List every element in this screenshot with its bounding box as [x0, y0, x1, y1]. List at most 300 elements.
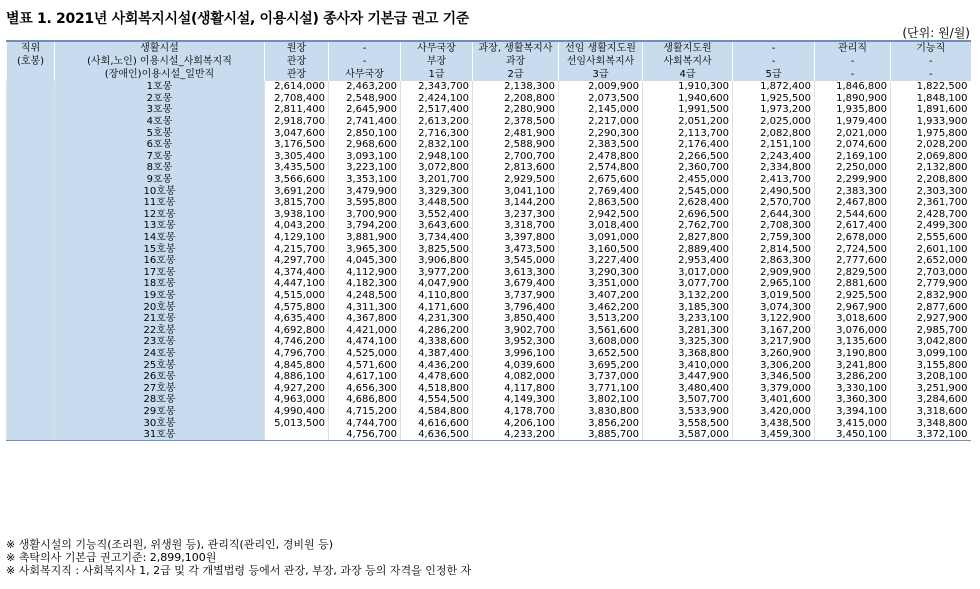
step-label: 15호봉 — [55, 243, 265, 255]
table-row — [7, 162, 971, 174]
salary-cell: 4,149,300 — [473, 394, 559, 406]
salary-cell: 4,518,800 — [401, 382, 473, 394]
salary-cell: 2,051,200 — [643, 116, 733, 128]
salary-cell: 3,325,300 — [643, 336, 733, 348]
row-label-cell — [7, 116, 55, 128]
salary-cell: 4,129,100 — [265, 232, 329, 244]
step-label: 5호봉 — [55, 127, 265, 139]
salary-cell: 2,614,000 — [265, 81, 329, 93]
salary-cell: 3,208,100 — [891, 371, 971, 383]
salary-cell: 2,463,200 — [329, 81, 401, 93]
step-label: 7호봉 — [55, 151, 265, 163]
salary-cell: 3,771,100 — [559, 382, 643, 394]
salary-cell: 2,069,800 — [891, 151, 971, 163]
row-label-header: 직위 — [7, 41, 55, 55]
salary-cell: 3,473,500 — [473, 243, 559, 255]
salary-cell: 3,507,700 — [643, 394, 733, 406]
salary-cell: 2,779,900 — [891, 278, 971, 290]
salary-cell: 2,243,400 — [733, 151, 815, 163]
salary-cell: 2,455,000 — [643, 174, 733, 186]
salary-cell: 4,206,100 — [473, 417, 559, 429]
column-header: - — [733, 55, 815, 68]
salary-cell: 2,953,400 — [643, 255, 733, 267]
salary-cell: 3,190,800 — [815, 348, 891, 360]
salary-cell: 3,018,600 — [815, 313, 891, 325]
salary-cell: 4,045,300 — [329, 255, 401, 267]
salary-cell: 3,691,200 — [265, 185, 329, 197]
table-row — [7, 359, 971, 371]
row-label-cell — [7, 394, 55, 406]
salary-cell: 3,227,400 — [559, 255, 643, 267]
salary-cell: 3,160,500 — [559, 243, 643, 255]
salary-cell: 2,863,500 — [559, 197, 643, 209]
salary-cell: 3,850,400 — [473, 313, 559, 325]
salary-cell: 3,318,600 — [891, 406, 971, 418]
step-label: 12호봉 — [55, 209, 265, 221]
salary-cell: 1,822,500 — [891, 81, 971, 93]
salary-cell: 1,848,100 — [891, 93, 971, 105]
salary-cell: 3,885,700 — [559, 429, 643, 441]
salary-cell: 4,112,900 — [329, 267, 401, 279]
salary-cell: 2,927,900 — [891, 313, 971, 325]
salary-cell: 3,223,100 — [329, 162, 401, 174]
row-label-cell — [7, 267, 55, 279]
salary-cell: 3,734,400 — [401, 232, 473, 244]
step-label: 17호봉 — [55, 267, 265, 279]
salary-cell: 4,421,000 — [329, 324, 401, 336]
salary-cell: 3,072,800 — [401, 162, 473, 174]
salary-cell: 1,891,600 — [891, 104, 971, 116]
salary-cell: 3,318,700 — [473, 220, 559, 232]
salary-cell: 4,635,400 — [265, 313, 329, 325]
salary-cell: 2,280,900 — [473, 104, 559, 116]
salary-cell: 2,208,800 — [473, 93, 559, 105]
salary-cell: 2,708,300 — [733, 220, 815, 232]
salary-cell: 2,652,000 — [891, 255, 971, 267]
column-header: 관장 — [265, 68, 329, 81]
salary-table — [6, 40, 971, 441]
salary-cell: 3,351,000 — [559, 278, 643, 290]
row-label-cell — [7, 371, 55, 383]
salary-cell: 2,918,700 — [265, 116, 329, 128]
salary-cell: 2,574,800 — [559, 162, 643, 174]
row-label-cell — [7, 290, 55, 302]
table-row — [7, 290, 971, 302]
column-header: - — [891, 55, 971, 68]
salary-cell: 1,935,800 — [815, 104, 891, 116]
table-header — [7, 41, 971, 81]
table-row — [7, 197, 971, 209]
salary-cell: 3,435,500 — [265, 162, 329, 174]
step-label: 23호봉 — [55, 336, 265, 348]
salary-cell: 3,077,700 — [643, 278, 733, 290]
column-header: 사무국장 — [401, 41, 473, 55]
salary-cell: 2,588,900 — [473, 139, 559, 151]
salary-cell: 2,678,000 — [815, 232, 891, 244]
header-row — [7, 68, 971, 81]
row-label-cell — [7, 162, 55, 174]
column-header: 과장, 생활복지사 — [473, 41, 559, 55]
salary-cell: 4,311,300 — [329, 301, 401, 313]
row-label-cell — [7, 324, 55, 336]
column-header: 사회복지사 — [643, 55, 733, 68]
row-label-cell — [7, 197, 55, 209]
salary-cell: 2,499,300 — [891, 220, 971, 232]
salary-cell: 3,996,100 — [473, 348, 559, 360]
salary-cell: 4,039,600 — [473, 359, 559, 371]
salary-cell: 1,890,900 — [815, 93, 891, 105]
salary-cell: 3,700,900 — [329, 209, 401, 221]
table-row — [7, 127, 971, 139]
step-label: 26호봉 — [55, 371, 265, 383]
salary-cell: 3,965,300 — [329, 243, 401, 255]
column-header: 생활지도원 — [643, 41, 733, 55]
salary-cell: 4,715,200 — [329, 406, 401, 418]
salary-cell: 3,135,600 — [815, 336, 891, 348]
salary-cell: 3,368,800 — [643, 348, 733, 360]
row-label-cell — [7, 220, 55, 232]
salary-cell: 3,906,800 — [401, 255, 473, 267]
salary-cell: 4,297,700 — [265, 255, 329, 267]
salary-cell: 2,948,100 — [401, 151, 473, 163]
salary-cell: 2,645,900 — [329, 104, 401, 116]
salary-cell: 3,566,600 — [265, 174, 329, 186]
salary-cell: 3,881,900 — [329, 232, 401, 244]
salary-cell: 3,281,300 — [643, 324, 733, 336]
salary-cell: 4,248,500 — [329, 290, 401, 302]
salary-cell: 1,846,800 — [815, 81, 891, 93]
salary-cell: 3,353,100 — [329, 174, 401, 186]
table-row — [7, 104, 971, 116]
salary-cell: 4,215,700 — [265, 243, 329, 255]
row-label-cell — [7, 336, 55, 348]
salary-cell: 3,420,000 — [733, 406, 815, 418]
salary-cell: 2,208,800 — [891, 174, 971, 186]
salary-cell: 4,478,600 — [401, 371, 473, 383]
salary-cell: 4,617,100 — [329, 371, 401, 383]
salary-cell: 3,251,900 — [891, 382, 971, 394]
salary-cell: 2,829,500 — [815, 267, 891, 279]
salary-cell: 4,756,700 — [329, 429, 401, 441]
row-label-cell — [7, 278, 55, 290]
step-label: 1호봉 — [55, 81, 265, 93]
step-label: 14호봉 — [55, 232, 265, 244]
footnotes — [6, 538, 471, 577]
salary-cell: 3,587,000 — [643, 429, 733, 441]
salary-cell: 1,910,300 — [643, 81, 733, 93]
step-label: 2호봉 — [55, 93, 265, 105]
salary-cell: 2,217,000 — [559, 116, 643, 128]
column-header: - — [891, 68, 971, 81]
salary-cell: 3,122,900 — [733, 313, 815, 325]
salary-cell: 3,241,800 — [815, 359, 891, 371]
step-label: 28호봉 — [55, 394, 265, 406]
table-row — [7, 406, 971, 418]
column-header: - — [815, 68, 891, 81]
salary-cell: 2,703,000 — [891, 267, 971, 279]
salary-cell: 3,185,300 — [643, 301, 733, 313]
row-label-cell — [7, 93, 55, 105]
salary-cell: 2,617,400 — [815, 220, 891, 232]
salary-cell: 2,383,300 — [815, 185, 891, 197]
salary-cell: 3,093,100 — [329, 151, 401, 163]
table-row — [7, 209, 971, 221]
salary-cell: 2,021,000 — [815, 127, 891, 139]
step-label: 19호봉 — [55, 290, 265, 302]
salary-cell: 2,467,800 — [815, 197, 891, 209]
step-label: 6호봉 — [55, 139, 265, 151]
table-row — [7, 151, 971, 163]
salary-cell: 2,811,400 — [265, 104, 329, 116]
salary-cell: 1,973,200 — [733, 104, 815, 116]
salary-cell: 3,737,000 — [559, 371, 643, 383]
salary-cell: 3,394,100 — [815, 406, 891, 418]
salary-cell: 3,825,500 — [401, 243, 473, 255]
salary-cell: 3,938,100 — [265, 209, 329, 221]
salary-cell: 2,176,400 — [643, 139, 733, 151]
salary-cell: 4,571,600 — [329, 359, 401, 371]
salary-cell: 2,169,100 — [815, 151, 891, 163]
salary-cell: 2,814,500 — [733, 243, 815, 255]
column-header: 과장 — [473, 55, 559, 68]
salary-cell: 3,552,400 — [401, 209, 473, 221]
salary-cell: 2,708,400 — [265, 93, 329, 105]
salary-cell: 3,830,800 — [559, 406, 643, 418]
salary-cell: 4,447,100 — [265, 278, 329, 290]
salary-cell: 4,886,100 — [265, 371, 329, 383]
table-row — [7, 139, 971, 151]
salary-cell: 2,360,700 — [643, 162, 733, 174]
salary-cell: 3,346,500 — [733, 371, 815, 383]
salary-cell: 2,478,800 — [559, 151, 643, 163]
salary-cell: 4,436,200 — [401, 359, 473, 371]
row-label-cell — [7, 185, 55, 197]
salary-cell: 2,383,500 — [559, 139, 643, 151]
salary-cell: 4,367,800 — [329, 313, 401, 325]
salary-cell: 4,374,400 — [265, 267, 329, 279]
salary-cell: 4,746,200 — [265, 336, 329, 348]
salary-cell: 4,231,300 — [401, 313, 473, 325]
salary-cell: 2,965,100 — [733, 278, 815, 290]
salary-cell: 3,952,300 — [473, 336, 559, 348]
salary-cell: 2,138,300 — [473, 81, 559, 93]
salary-cell: 3,330,100 — [815, 382, 891, 394]
salary-cell: 4,182,300 — [329, 278, 401, 290]
salary-cell: 2,696,500 — [643, 209, 733, 221]
salary-cell: 1,872,400 — [733, 81, 815, 93]
salary-cell: 4,692,800 — [265, 324, 329, 336]
salary-cell: 2,877,600 — [891, 301, 971, 313]
salary-cell: 2,074,600 — [815, 139, 891, 151]
row-label-cell — [7, 139, 55, 151]
salary-cell: 2,428,700 — [891, 209, 971, 221]
row-label-cell — [7, 417, 55, 429]
step-label: 21호봉 — [55, 313, 265, 325]
step-label: 4호봉 — [55, 116, 265, 128]
salary-cell: 3,155,800 — [891, 359, 971, 371]
header-row — [7, 41, 971, 55]
salary-cell: 3,643,600 — [401, 220, 473, 232]
salary-cell: 3,091,000 — [559, 232, 643, 244]
salary-cell: 2,968,600 — [329, 139, 401, 151]
salary-cell: 2,570,700 — [733, 197, 815, 209]
row-label-cell — [7, 301, 55, 313]
salary-cell: 2,700,700 — [473, 151, 559, 163]
salary-cell: 2,832,100 — [401, 139, 473, 151]
salary-cell: 3,450,100 — [815, 429, 891, 441]
salary-cell: 4,286,200 — [401, 324, 473, 336]
salary-cell: 3,290,300 — [559, 267, 643, 279]
salary-cell: 2,881,600 — [815, 278, 891, 290]
salary-cell: 3,041,100 — [473, 185, 559, 197]
salary-cell: 2,909,900 — [733, 267, 815, 279]
table-row — [7, 267, 971, 279]
salary-cell: 3,217,900 — [733, 336, 815, 348]
salary-cell: 3,018,400 — [559, 220, 643, 232]
row-label-cell — [7, 81, 55, 93]
salary-cell: 3,737,900 — [473, 290, 559, 302]
salary-cell: 2,028,200 — [891, 139, 971, 151]
column-header: 3급 — [559, 68, 643, 81]
salary-cell: 2,741,400 — [329, 116, 401, 128]
column-header: 1급 — [401, 68, 473, 81]
salary-cell: 3,372,100 — [891, 429, 971, 441]
salary-cell: 3,479,900 — [329, 185, 401, 197]
salary-cell: 2,601,100 — [891, 243, 971, 255]
salary-cell: 4,233,200 — [473, 429, 559, 441]
salary-cell: 4,927,200 — [265, 382, 329, 394]
salary-cell: 3,144,200 — [473, 197, 559, 209]
salary-cell: 4,575,800 — [265, 301, 329, 313]
table-row — [7, 324, 971, 336]
salary-cell: 2,889,400 — [643, 243, 733, 255]
salary-cell: 2,303,300 — [891, 185, 971, 197]
salary-cell: 4,990,400 — [265, 406, 329, 418]
salary-cell: 2,762,700 — [643, 220, 733, 232]
salary-cell: 2,490,500 — [733, 185, 815, 197]
salary-cell: 2,073,500 — [559, 93, 643, 105]
salary-cell: 3,856,200 — [559, 417, 643, 429]
column-header: 관장 — [265, 55, 329, 68]
salary-cell: 3,397,800 — [473, 232, 559, 244]
salary-cell: 4,525,000 — [329, 348, 401, 360]
salary-cell: 3,167,200 — [733, 324, 815, 336]
salary-cell: 3,448,500 — [401, 197, 473, 209]
column-header: 부장 — [401, 55, 473, 68]
salary-cell: 3,042,800 — [891, 336, 971, 348]
salary-cell: 2,628,400 — [643, 197, 733, 209]
column-header: - — [329, 41, 401, 55]
step-label: 10호봉 — [55, 185, 265, 197]
salary-cell: 2,481,900 — [473, 127, 559, 139]
table-row — [7, 278, 971, 290]
salary-cell: 3,695,200 — [559, 359, 643, 371]
salary-cell: 2,544,600 — [815, 209, 891, 221]
salary-cell: 3,407,200 — [559, 290, 643, 302]
salary-cell: 1,925,500 — [733, 93, 815, 105]
salary-cell: 2,813,600 — [473, 162, 559, 174]
salary-cell: 2,151,100 — [733, 139, 815, 151]
row-label-cell — [7, 382, 55, 394]
salary-cell: 3,438,500 — [733, 417, 815, 429]
table-row — [7, 336, 971, 348]
salary-cell: 3,047,600 — [265, 127, 329, 139]
salary-cell: 2,145,000 — [559, 104, 643, 116]
column-header: 4급 — [643, 68, 733, 81]
salary-cell: 2,378,500 — [473, 116, 559, 128]
salary-cell: 3,608,000 — [559, 336, 643, 348]
salary-cell: 1,991,500 — [643, 104, 733, 116]
salary-cell: 2,113,700 — [643, 127, 733, 139]
salary-cell — [265, 429, 329, 441]
table-row — [7, 232, 971, 244]
facility-group-label: (장애인)이용시설_일반직 — [55, 68, 265, 81]
salary-cell: 4,656,300 — [329, 382, 401, 394]
table-row — [7, 301, 971, 313]
salary-cell: 2,555,600 — [891, 232, 971, 244]
salary-cell: 3,815,700 — [265, 197, 329, 209]
salary-cell: 2,967,900 — [815, 301, 891, 313]
salary-cell: 2,082,800 — [733, 127, 815, 139]
salary-cell: 3,796,400 — [473, 301, 559, 313]
column-header: 관리직 — [815, 41, 891, 55]
table-row — [7, 371, 971, 383]
salary-cell: 2,777,600 — [815, 255, 891, 267]
table-row — [7, 185, 971, 197]
salary-cell: 3,447,900 — [643, 371, 733, 383]
salary-cell: 2,025,000 — [733, 116, 815, 128]
step-label: 11호봉 — [55, 197, 265, 209]
salary-cell: 2,009,900 — [559, 81, 643, 93]
salary-cell: 4,387,400 — [401, 348, 473, 360]
salary-cell: 2,724,500 — [815, 243, 891, 255]
salary-cell: 3,379,000 — [733, 382, 815, 394]
salary-cell: 2,716,300 — [401, 127, 473, 139]
table-row — [7, 429, 971, 441]
salary-cell: 3,558,500 — [643, 417, 733, 429]
table-row — [7, 81, 971, 93]
salary-cell: 2,769,400 — [559, 185, 643, 197]
salary-cell: 3,132,200 — [643, 290, 733, 302]
salary-cell: 4,110,800 — [401, 290, 473, 302]
step-label: 24호봉 — [55, 348, 265, 360]
salary-cell: 2,413,700 — [733, 174, 815, 186]
salary-cell: 3,513,200 — [559, 313, 643, 325]
salary-cell: 3,017,000 — [643, 267, 733, 279]
salary-cell: 2,250,000 — [815, 162, 891, 174]
salary-cell: 3,306,200 — [733, 359, 815, 371]
salary-cell: 2,424,100 — [401, 93, 473, 105]
salary-cell: 2,361,700 — [891, 197, 971, 209]
step-label: 29호봉 — [55, 406, 265, 418]
salary-cell: 3,613,300 — [473, 267, 559, 279]
salary-cell: 3,595,800 — [329, 197, 401, 209]
salary-cell: 2,545,000 — [643, 185, 733, 197]
salary-cell: 3,286,200 — [815, 371, 891, 383]
salary-cell: 3,401,600 — [733, 394, 815, 406]
step-label: 27호봉 — [55, 382, 265, 394]
salary-cell: 3,237,300 — [473, 209, 559, 221]
salary-cell: 4,171,600 — [401, 301, 473, 313]
row-label-cell — [7, 104, 55, 116]
salary-cell: 2,850,100 — [329, 127, 401, 139]
row-label-cell — [7, 429, 55, 441]
salary-cell: 3,329,300 — [401, 185, 473, 197]
row-label-cell — [7, 243, 55, 255]
row-label-cell — [7, 406, 55, 418]
column-header: 2급 — [473, 68, 559, 81]
salary-cell: 3,802,100 — [559, 394, 643, 406]
